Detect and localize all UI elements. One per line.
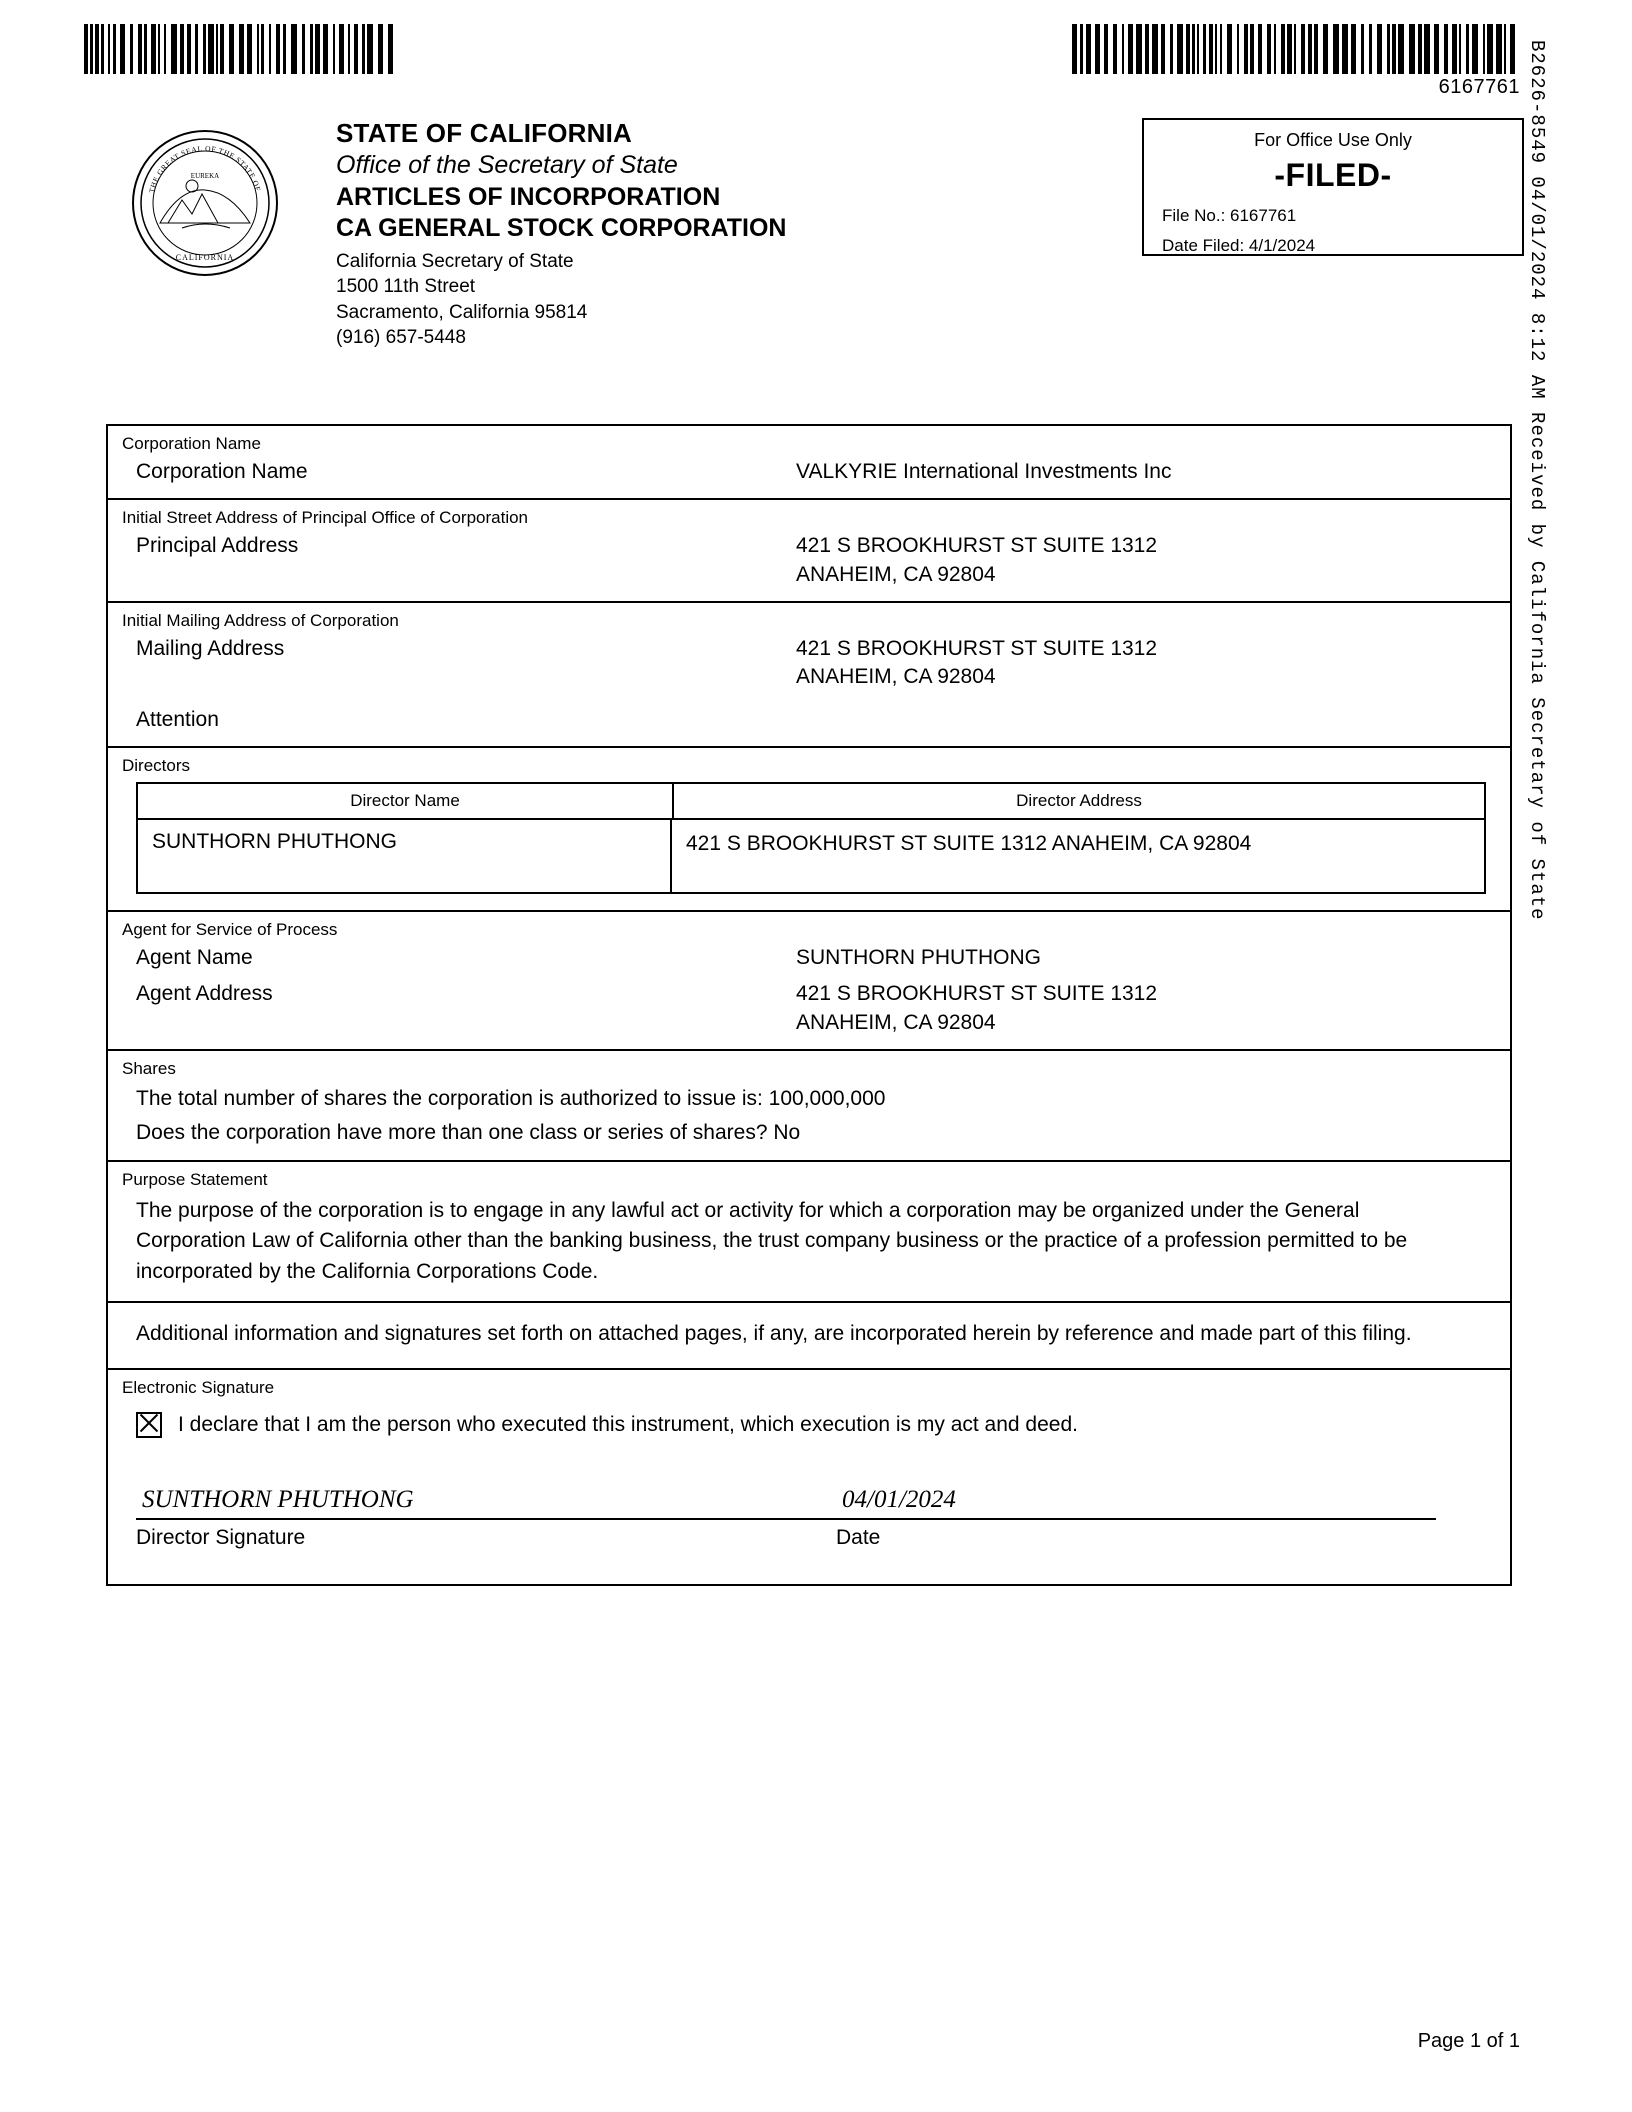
header-title-primary: ARTICLES OF INCORPORATION xyxy=(336,183,721,211)
section-purpose xyxy=(108,1162,1510,1303)
signature-caption: Director Signature xyxy=(136,1525,306,1549)
shares-authorized: The total number of shares the corporation is authorized to issue is: 100,000,000 xyxy=(136,1087,886,1111)
signature-date-value: 04/01/2024 xyxy=(842,1485,956,1513)
corporation-name-value: VALKYRIE International Investments Inc xyxy=(796,460,1172,483)
section-label: Electronic Signature xyxy=(122,1377,275,1397)
section-label: Purpose Statement xyxy=(122,1169,268,1189)
date-caption: Date xyxy=(836,1525,881,1549)
directors-column-name: Director Name xyxy=(138,784,674,818)
mailing-address-line2: ANAHEIM, CA 92804 xyxy=(796,665,996,689)
section-corporation-name xyxy=(108,426,1510,500)
svg-text:CALIFORNIA: CALIFORNIA xyxy=(175,253,235,262)
document-header xyxy=(336,118,1056,350)
agent-name-value: SUNTHORN PHUTHONG xyxy=(796,946,1041,970)
section-label: Corporation Name xyxy=(122,434,261,453)
section-principal-address xyxy=(108,500,1510,603)
section-directors xyxy=(108,748,1510,912)
section-label: Initial Street Address of Principal Office of Corporation xyxy=(122,508,528,528)
office-use-title: For Office Use Only xyxy=(1254,130,1412,150)
director-address-line2: ANAHEIM, CA 92804 xyxy=(1051,832,1252,856)
svg-text:EUREKA: EUREKA xyxy=(190,172,220,180)
date-filed: Date Filed: 4/1/2024 xyxy=(1162,236,1316,255)
signature-rule xyxy=(136,1518,836,1520)
attention-key: Attention xyxy=(136,707,219,731)
header-phone: (916) 657-5448 xyxy=(336,326,466,348)
section-additional-info xyxy=(108,1303,1510,1369)
page-footer: Page 1 of 1 xyxy=(1417,2030,1520,2052)
principal-address-line2: ANAHEIM, CA 92804 xyxy=(796,562,996,586)
svg-text:THE GREAT SEAL OF THE STATE OF: THE GREAT SEAL OF THE STATE OF xyxy=(147,143,263,194)
additional-info-text: Additional information and signatures set forth on attached pages, if any, are incorporated herein by reference and made part of this filing. xyxy=(136,1322,1412,1346)
director-address-line1: 421 S BROOKHURST ST SUITE 1312 xyxy=(686,832,1048,856)
section-label: Shares xyxy=(122,1059,176,1079)
corporation-name-key: Corporation Name xyxy=(136,460,308,483)
director-name: SUNTHORN PHUTHONG xyxy=(138,820,672,892)
mailing-address-key: Mailing Address xyxy=(136,637,285,661)
header-office: Office of the Secretary of State xyxy=(336,151,678,179)
principal-address-line1: 421 S BROOKHURST ST SUITE 1312 xyxy=(796,534,1158,558)
section-shares xyxy=(108,1051,1510,1162)
header-state: STATE OF CALIFORNIA xyxy=(336,118,633,148)
table-row xyxy=(138,820,1484,892)
section-label: Initial Mailing Address of Corporation xyxy=(122,611,399,631)
shares-classes: Does the corporation have more than one class or series of shares? No xyxy=(136,1121,801,1145)
section-mailing-address xyxy=(108,603,1510,748)
header-agency: California Secretary of State xyxy=(336,251,574,272)
received-stamp: B2626-8549 04/01/2024 8:12 AM Received by California Secretary of State xyxy=(1526,40,1548,921)
principal-address-key: Principal Address xyxy=(136,534,299,558)
barcode-number: 6167761 xyxy=(1438,76,1520,98)
declaration-checkbox[interactable] xyxy=(136,1412,162,1438)
declaration-text: I declare that I am the person who executed this instrument, which execution is my act and deed. xyxy=(178,1412,1078,1436)
agent-name-key: Agent Name xyxy=(136,946,253,970)
signature-value: SUNTHORN PHUTHONG xyxy=(142,1485,414,1513)
directors-column-address: Director Address xyxy=(1016,791,1142,811)
agent-address-line2: ANAHEIM, CA 92804 xyxy=(796,1010,996,1034)
state-seal-icon xyxy=(130,128,280,278)
date-block xyxy=(836,1486,1456,1550)
header-city-state-zip: Sacramento, California 95814 xyxy=(336,301,588,323)
section-label: Agent for Service of Process xyxy=(122,920,338,940)
section-agent xyxy=(108,912,1510,1051)
date-rule xyxy=(836,1518,1436,1520)
mailing-address-line1: 421 S BROOKHURST ST SUITE 1312 xyxy=(796,637,1158,661)
header-title-secondary: CA GENERAL STOCK CORPORATION xyxy=(336,214,787,242)
agent-address-line1: 421 S BROOKHURST ST SUITE 1312 xyxy=(796,982,1158,1006)
agent-address-key: Agent Address xyxy=(136,982,273,1006)
filed-stamp: -FILED- xyxy=(1274,157,1392,193)
section-electronic-signature xyxy=(108,1370,1510,1584)
office-use-box xyxy=(1142,118,1524,256)
purpose-text: The purpose of the corporation is to engage in any lawful act or activity for which a corporation may be organized under the General Corporation Law of California other than the banking business, the trust company business or the practice of a profession permitted to be incorporated by the California Corporations Code. xyxy=(136,1198,1408,1283)
articles-form xyxy=(106,424,1512,1586)
section-label: Directors xyxy=(122,756,191,776)
directors-table xyxy=(136,782,1486,894)
attention-value xyxy=(796,706,1510,734)
signature-block xyxy=(136,1486,836,1550)
header-street: 1500 11th Street xyxy=(336,276,476,298)
file-number: File No.: 6167761 xyxy=(1162,206,1297,225)
